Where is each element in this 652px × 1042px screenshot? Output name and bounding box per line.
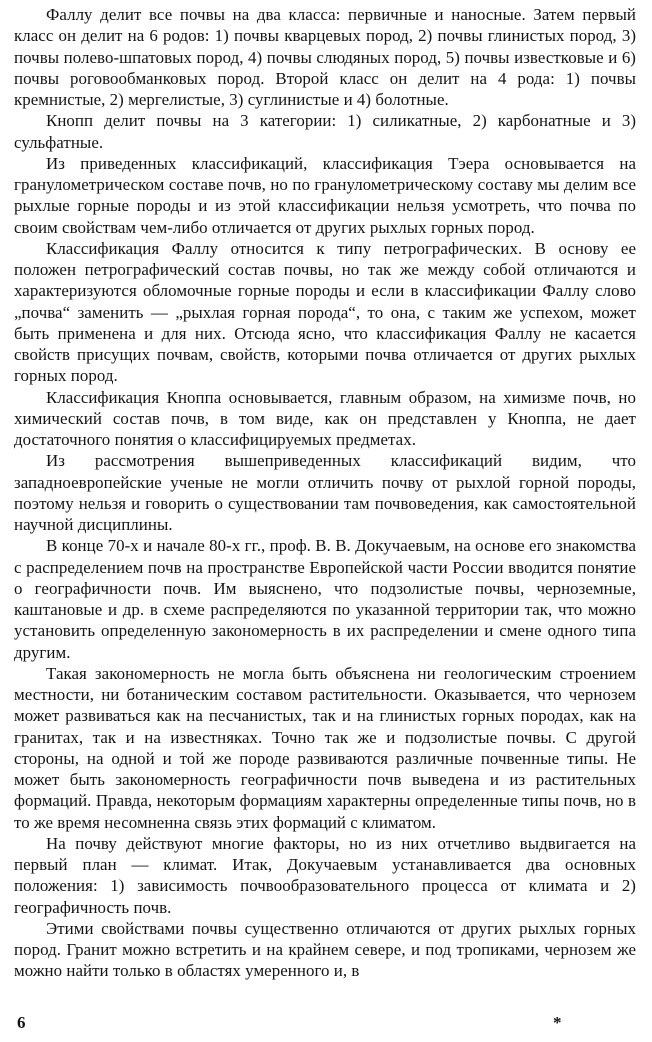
paragraph-west-european-scientists: Из рассмотрения вышеприведенных классификаций видим, что западноевропейские ученые не могли отличить почву от рыхлой горной породы, поэтому нельзя и говорить о существовании там почвоведения, как самостоятельной научной дисциплины. <box>14 451 636 534</box>
body-text <box>14 4 636 982</box>
paragraph-knopp-categories: Кнопп делит почвы на 3 категории: 1) силикатные, 2) карбонатные и 3) сульфатные. <box>14 111 636 152</box>
page-number: 6 <box>17 1013 26 1032</box>
paragraph-fallu-classes: Фаллу делит все почвы на два класса: первичные и наносные. Затем первый класс он делит на 6 родов: 1) почвы кварцевых пород, 2) почвы глинистых пород, 3) почвы полево-шпатовых пород, 4) почвы слюдяных пород, 5) почвы известковые и 6) почвы роговообманковых пород. Второй класс он делит на 4 рода: 1) почвы кремнистые, 2) мергелистые, 3) суглинистые и 4) болотные. <box>14 5 636 109</box>
paragraph-teer-classification: Из приведенных классификаций, классификация Тэера основывается на гранулометрическом составе почв, но по гранулометрическому составу мы делим все рыхлые горные породы и из этой классификации нельзя усмотреть, что почва по своим свойствам чем-либо отличается от других рыхлых горных пород. <box>14 153 636 237</box>
footer-mark: * <box>553 1013 562 1032</box>
paragraph-properties: Этими свойствами почвы существенно отличаются от других рыхлых горных пород. Гранит можно встретить и на крайнем севере, и под тропиками, чернозем же можно найти только в областях умеренного и, в <box>14 918 636 981</box>
page-footer <box>0 1012 652 1038</box>
paragraph-fallu-classification: Классификация Фаллу относится к типу петрографических. В основу ее положен петрографический состав почвы, но так же между собой отличаются и характеризуются обломочные горные породы и если в классификации Фаллу слово „почва“ заменить — „рыхлая горная порода“, то она, с таким же успехом, может быть применена и для них. Отсюда ясно, что классификация Фаллу не касается свойств присущих почвам, свойств, которыми почва отличается от других рыхлых горных пород. <box>14 238 636 386</box>
paragraph-climate-factor: На почву действуют многие факторы, но из них отчетливо выдвигается на первый план — климат. Итак, Докучаевым устанавливается два основных положения: 1) зависимость почвообразовательного процесса от климата и 2) географичность почв. <box>14 833 636 917</box>
paragraph-regularity: Такая закономерность не могла быть объяснена ни геологическим строением местности, ни ботаническим составом растительности. Оказывается, что чернозем может развиваться как на песчанистых, так и на глинистых горных породах, как на гранитах, так и на известняках. Точно так же и подзолистые почвы. С другой стороны, на одной и той же породе развиваются различные почвенные типы. Не может быть закономерность географичности почв выведена и из растительных формаций. Правда, некоторым формациям характерны определенные типы почв, но в то же время несомненна связь этих формаций с климатом. <box>14 663 636 832</box>
paragraph-dokuchaev-geography: В конце 70-х и начале 80-х гг., проф. В. В. Докучаевым, на основе его знакомства с распределением почв на пространстве Европейской части России вводится понятие о географичности почв. Им выяснено, что подзолистые почвы, черноземные, каштановые и др. в схеме распределяются по указанной территории так, что можно установить определенную закономерность в их распределении и смене одного типа другим. <box>14 536 636 662</box>
paragraph-knopp-classification: Классификация Кноппа основывается, главным образом, на химизме почв, но химический состав почв, в том виде, как он представлен у Кноппа, не дает достаточного понятия о классифицируемых предметах. <box>14 387 636 449</box>
